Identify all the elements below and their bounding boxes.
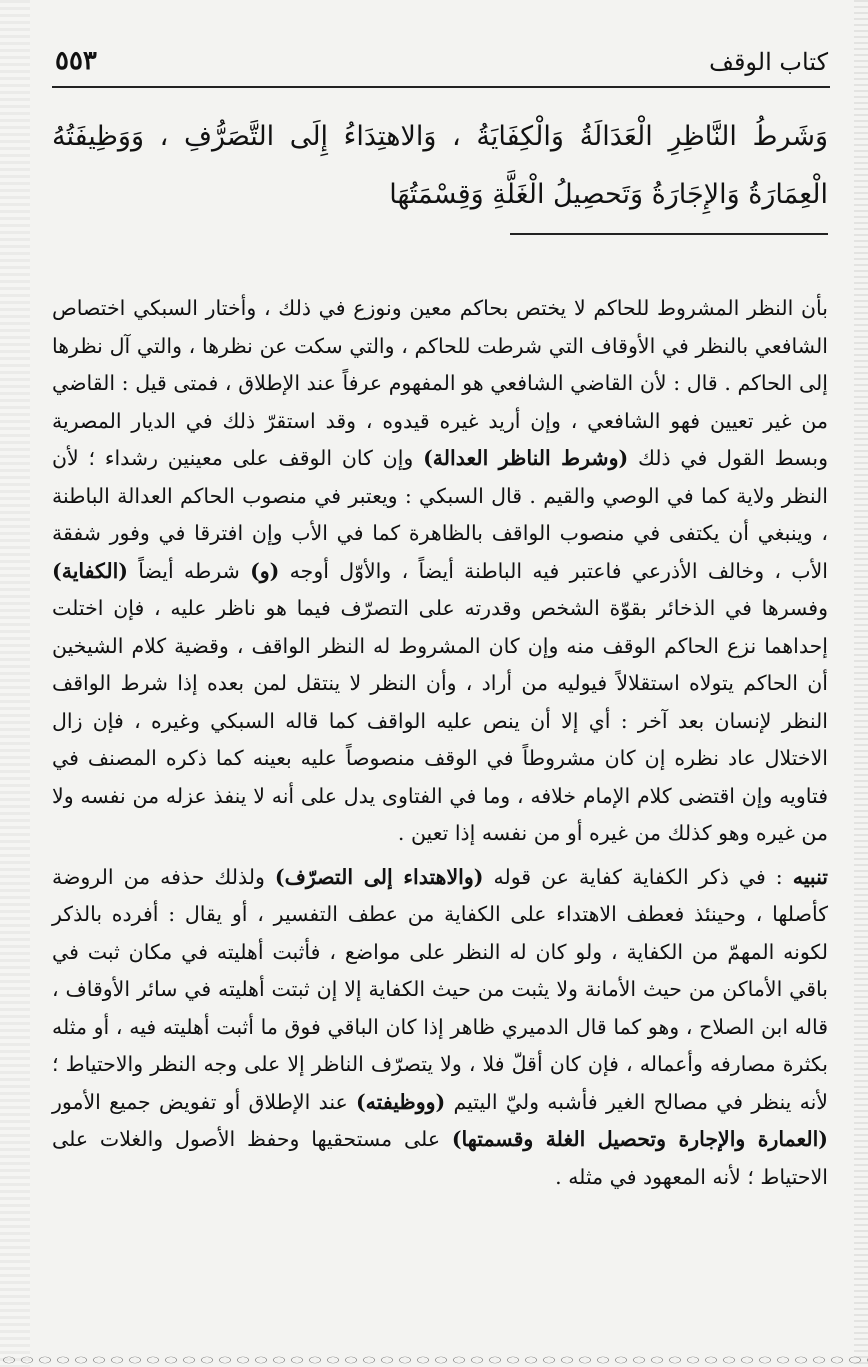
sharh-text: وإن كان الوقف على معينين رشداء ؛ لأن النظر ولاية كما في الوصي والقيم . قال السبكي : ويعتبر في منصوب الحاكم العدالة الباطنة ، وينبغي أن يكتفى في منصوب الواقف بالظاهرة كما في الأب وإن افترقا في وفور شفقة الأب ، وخالف الأذرعي فاعتبر فيه الباطنة أيضاً ، والأوّل أوجه: [52, 446, 828, 583]
matn-quote: (ووظيفته): [355, 1089, 446, 1114]
matn-quote: (والاهتداء إلى التصرّف): [274, 864, 484, 889]
sharh-paragraph-2: [52, 859, 828, 1197]
sharh-block: [52, 290, 828, 1196]
sharh-text: على مستحقيها وحفظ الأصول والغلات على الاحتياط ؛ لأنه المعهود في مثله .: [52, 1127, 828, 1189]
sharh-text: ولذلك حذفه من الروضة كأصلها ، وحينئذ فعطف الاهتداء على الكفاية من عطف التفسير ، أو يقال : أفرده بالذكر لكونه المهمّ من الكفاية ، ولو كان له النظر على مواضع ، فأثبت أهليته في مكان ثبت في باقي الأماكن من حيث الأمانة ولا يثبت من حيث الكفاية إلا إن ثبتت أهليته في سائر الأوقاف ، قاله ابن الصلاح ، وهو كما قال الدميري ظاهر إذا كان الباقي فوق ما أثبت أهليته فيه ، أو مثله بكثرة مصارفه وأعماله ، فإن كان أقلّ فلا ، ولا يتصرّف الناظر إلا على وجه النظر والاحتياط ؛ لأنه ينظر في مصالح الغير فأشبه وليّ اليتيم: [52, 864, 828, 1114]
page-right-edge: [854, 0, 868, 1367]
matn-quote: (الكفاية): [52, 558, 128, 583]
sharh-text: : في ذكر الكفاية كفاية عن قوله: [483, 864, 793, 889]
header-rule: [52, 86, 830, 88]
matn-block: [52, 108, 828, 224]
page-left-edge: [0, 0, 30, 1367]
matn-separator: [510, 233, 828, 235]
running-title: كتاب الوقف: [709, 48, 828, 76]
sharh-paragraph-1: [52, 290, 828, 853]
sharh-text: عند الإطلاق أو تفويض جميع الأمور: [52, 1089, 356, 1114]
decorative-bottom-border: [0, 1353, 868, 1367]
sharh-text: بأن النظر المشروط للحاكم لا يختص بحاكم معين ونوزع في ذلك ، وأختار السبكي اختصاص الشافعي بالنظر في الأوقاف التي شرطت للحاكم ، والتي سكت عن نظرها ، والتي آل نظرها إلى الحاكم . قال : لأن القاضي الشافعي هو المفهوم عرفاً عند الإطلاق ، فمتى قيل : القاضي من غير تعيين فهو الشافعي ، وإن أريد غيره قيدوه ، وقد استقرّ ذلك في الديار المصرية وبسط القول في ذلك: [52, 296, 828, 470]
note-heading: تنبيه: [792, 864, 829, 889]
sharh-text: شرطه أيضاً: [127, 558, 251, 583]
matn-quote: (و): [250, 558, 280, 583]
matn-quote: (العمارة والإجارة وتحصيل الغلة وقسمتها): [451, 1127, 828, 1151]
matn-text: وَشَرطُ النَّاظِرِ الْعَدَالَةُ وَالْكِفَايَةُ ، وَالاهتِدَاءُ إِلَى التَّصَرُّفِ ، وَوَظِيفَتُهُ الْعِمَارَةُ وَالإِجَارَةُ وَتَحصِيلُ الْغَلَّةِ وَقِسْمَتُهَا: [52, 121, 828, 210]
matn-quote: (وشرط الناظر العدالة): [423, 446, 629, 470]
page-number: ٥٥٣: [55, 46, 97, 76]
page-header: [55, 44, 828, 84]
sharh-text: وفسرها في الذخائر بقوّة الشخص وقدرته على التصرّف فيما هو ناظر عليه ، فإن اختلت إحداهما نزع الحاكم الوقف منه وإن كان المشروط له النظر الواقف ، وقضية كلام الشيخين أن الحاكم يتولاه استقلالاً فيوليه من أراد ، وأن النظر لا ينتقل لمن بعده إذا شرط الواقف النظر لإنسان بعد آخر : أي إلا أن ينص عليه الواقف كما قاله السبكي وغيره ، فإن زال الاختلال عاد نظره إن كان مشروطاً في الوقف منصوصاً عليه بعينه كما ذكره المصنف في فتاويه وإن اقتضى كلام الإمام خلافه ، وما في الفتاوى يدل على أنه لا ينفذ عزله من نفسه ولا من غيره وهو كذلك من غيره أو من نفسه إذا تعين .: [52, 596, 828, 845]
